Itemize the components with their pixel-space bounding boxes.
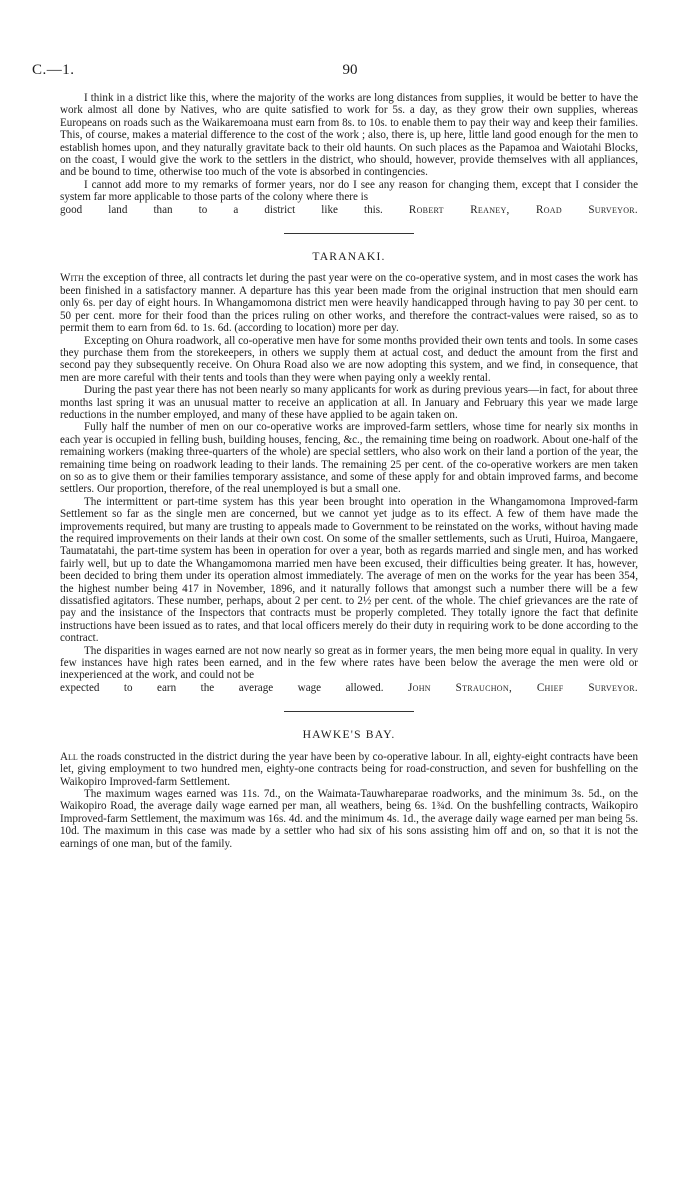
paragraph: The maximum wages earned was 11s. 7d., on the Waimata-Tauwhareparae roadworks, and the minimum 3s. 5d., on the Waikopiro Road, the average daily wage earned per man, all weathers, being 6s. 1¾d. On the bushfelling contracts, Waikopiro Improved-farm Settlement, the maximum was 16s. 4d. and the minimum 4s. 1d., the average daily wage earned per man being 5s. 10d. The maximum in this case was made by a settler who had six of his sons assisting him off and on, so that it is not the earnings of one man, but of the family. xyxy=(60,787,638,850)
report-reference: C.—1. xyxy=(32,62,75,78)
page-header xyxy=(32,62,668,82)
paragraph: Fully half the number of men on our co-operative works are improved-farm settlers, whose time for nearly six months in each year is occupied in felling bush, building houses, fencing, &c., the remaining time being on roadwork. About one-half of the remaining workers (making three-quarters of the whole) are special settlers, who also work on their land a portion of the year, the remaining time being on roadwork leading to their lands. The remaining 25 per cent. of the co-operative workers are men taken on so as to give them or their families temporary assistance, and some of these apply for and obtain improved farms, and become settlers. Our proportion, therefore, of the real unemployed is but a small one. xyxy=(60,421,638,496)
section-divider xyxy=(284,233,414,234)
lead-word: With xyxy=(60,272,84,285)
paragraph: Excepting on Ohura roadwork, all co-operative men have for some months provided their own tents and tools. In some cases they purchase them from the storekeepers, in others we supply them at actual cost, and deduct the amount from the first and second pay they subsequently receive. On Ohura Road also we are now adopting this system, and we find, in consequence, that men are more careful with their tents and tools than they were when paying only a weekly rental. xyxy=(60,334,638,384)
page-body xyxy=(60,92,638,850)
section-heading: HAWKE'S BAY. xyxy=(302,728,396,742)
signature-line xyxy=(60,204,638,216)
paragraph: I think in a district like this, where the majority of the works are long distances from supplies, it would be better to have the work almost all done by Natives, who are quite satisfied to work for 5s. a day, as they grow their own supplies, whereas Europeans on roads such as the Waikaremoana must earn from 8s. to 10s. to enable them to pay their way and keep their families. This, of course, makes a material difference to the cost of the work ; also, there is, up here, little land good enough for the men to establish homes upon, and they naturally gravitate back to their old haunts. On such places as the Papamoa and Waiotahi Blocks, on the coast, I would give the work to the settlers in the district, who should, however, provide themselves with all appliances, and be bound to time, otherwise too much of the vote is absorbed in contingencies. xyxy=(60,92,638,179)
section-heading: TARANAKI. xyxy=(312,250,386,264)
paragraph: The disparities in wages earned are not now nearly so great as in former years, the men being more equal in quality. In very few instances have high rates been earned, and in the few where rates have been below the average the men were old or inexperienced at the work, and could not be xyxy=(60,644,638,682)
paragraph: The intermittent or part-time system has this year been brought into operation in the Whangamomona Improved-farm Settlement so far as the single men are concerned, but we cannot yet judge as to its effect. A few of them have made the improvements required, but many are trusting to appeals made to Government to be reinstated on the works, without having made the required improvements on their lands at their own cost. On some of the smaller settlements, such as Uruti, Huiroa, Mangaere, Taumatatahi, the part-time system has been in operation for over a year, both as regards married and single men, and has worked fairly well, but up to date the Whangamomona married men have been excused, their difficulties being greater. It has, however, been decided to bring them under its operation almost immediately. The average of men on the works for the year has been 354, the highest number being 417 in November, 1896, and it naturally follows that amongst such a number there will be a few dissatisfied agitators. These number, perhaps, about 2 per cent. to 2½ per cent. of the whole. The chief grievances are the rate of pay and the insistance of the Inspectors that contracts must be properly completed. They totally ignore the fact that definite instructions have been issued as to rates, and that local officers merely do their duty in requiring work to be done according to the contract. xyxy=(60,495,638,645)
signature-line xyxy=(60,682,638,694)
paragraph-text: the exception of three, all contracts let during the past year were on the co-operative system, and in most cases the work has been finished in a satisfactory manner. A departure has this year been made from the original instruction that men should earn only 6s. per day of eight hours. In Whangamomona district men were heavily handicapped through having to pay 30 per cent. to 50 per cent. more for their food than the prices ruling on other works, and therefore the contract-values were raised, so as to permit them to earn from 6d. to 1s. 6d. (according to location) more per day. xyxy=(60,272,638,335)
section-divider xyxy=(284,711,414,712)
page-number: 90 xyxy=(342,62,358,78)
paragraph: During the past year there has not been nearly so many applicants for work as during previous years—in fact, for about three months last spring it was an unusual matter to receive an application at all. In January and February this year we made large reductions in the number employed, and many of these have applied to be again taken on. xyxy=(60,384,638,421)
signature: Robert Reaney, Road Surveyor. xyxy=(408,203,638,216)
paragraph-text: the roads constructed in the district during the year have been by co-operative labour. In all, eighty-eight contracts have been let, giving employment to two hundred men, eighty-one contracts being for road-construction, and seven for bushfelling on the Waikopiro Improved-farm Settlement. xyxy=(60,750,638,788)
lead-word: All xyxy=(60,750,78,763)
paragraph xyxy=(60,272,638,334)
signature: John Strauchon, Chief Surveyor. xyxy=(408,681,638,694)
paragraph: I cannot add more to my remarks of former years, nor do I see any reason for changing them, except that I consider the system far more applicable to those parts of the colony where there is xyxy=(60,178,638,204)
closing-text: expected to earn the average wage allowed. xyxy=(60,681,384,694)
paragraph xyxy=(60,751,638,788)
closing-text: good land than to a district like this. xyxy=(60,203,383,216)
